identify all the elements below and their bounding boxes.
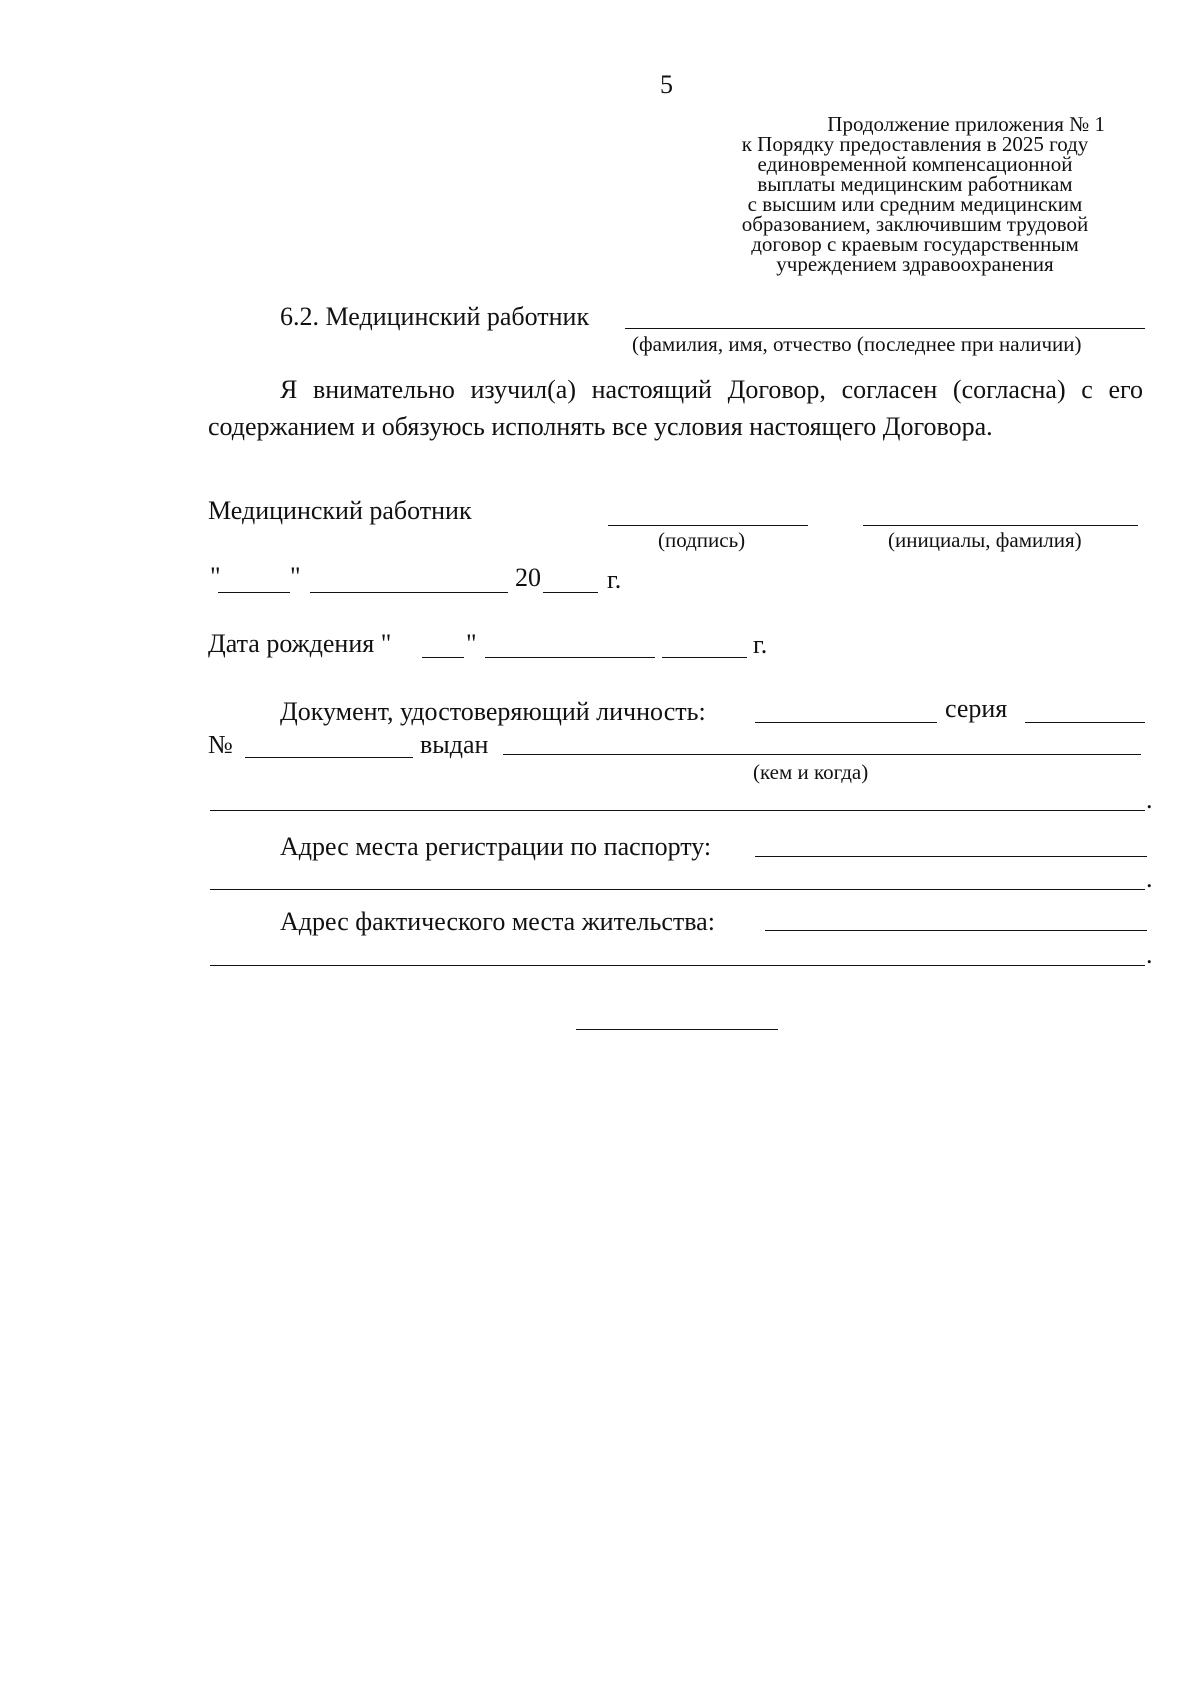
- agreement-paragraph: [208, 371, 1143, 445]
- birth-date-suffix: г.: [753, 630, 768, 659]
- issued-caption: (кем и когда): [753, 760, 869, 784]
- birth-day-field[interactable]: [422, 657, 464, 658]
- date-year-suffix: г.: [607, 565, 622, 594]
- line-end-mark: .: [1146, 940, 1153, 969]
- actual-address-field[interactable]: [765, 930, 1147, 931]
- number-label: №: [208, 730, 233, 759]
- header-line: с высшим или средним медицинским: [747, 192, 1083, 216]
- birth-month-field[interactable]: [485, 657, 655, 658]
- line-end-mark: .: [1146, 785, 1153, 814]
- actual-address-label: Адрес фактического места жительства:: [280, 907, 715, 936]
- header-line: образованием, заключившим трудовой: [741, 212, 1089, 236]
- header-line: выплаты медицинским работникам: [757, 172, 1073, 196]
- date-year-prefix: 20: [515, 563, 541, 592]
- series-label: серия: [945, 694, 1008, 723]
- actual-address-continuation[interactable]: [210, 965, 1145, 966]
- initials-caption: (инициалы, фамилия): [888, 528, 1082, 552]
- series-field[interactable]: [1025, 722, 1145, 723]
- date-quote-close: ": [290, 562, 301, 591]
- issued-by-field[interactable]: [503, 754, 1141, 755]
- agreement-text: Я внимательно изучил(а) настоящий Договор, согласен (согласна) с его содержанием и обязуюсь исполнять все условия настоящего Договора.: [208, 375, 1143, 441]
- closing-separator: [576, 1029, 778, 1030]
- appendix-header: [700, 114, 1130, 274]
- header-line: договор с краевым государственным: [751, 232, 1079, 256]
- birth-year-field[interactable]: [662, 657, 747, 658]
- date-day-field[interactable]: [218, 592, 290, 593]
- header-line: Продолжение приложения № 1: [827, 112, 1105, 136]
- registration-address-field[interactable]: [755, 856, 1147, 857]
- birth-quote-close: ": [466, 629, 477, 658]
- date-year-field[interactable]: [543, 592, 598, 593]
- registration-address-continuation[interactable]: [210, 889, 1145, 890]
- issued-label: выдан: [420, 730, 489, 759]
- date-quote-open: ": [210, 562, 221, 591]
- full-name-field[interactable]: [625, 328, 1145, 329]
- document-number-field[interactable]: [245, 757, 413, 758]
- signature-field[interactable]: [608, 525, 808, 526]
- identity-document-label: Документ, удостоверяющий личность:: [280, 697, 706, 726]
- signature-caption: (подпись): [658, 528, 746, 552]
- header-line: к Порядку предоставления в 2025 году: [741, 132, 1089, 156]
- document-type-field[interactable]: [755, 722, 937, 723]
- birth-date-label: Дата рождения ": [208, 629, 392, 658]
- initials-field[interactable]: [863, 525, 1138, 526]
- date-month-field[interactable]: [310, 592, 508, 593]
- line-end-mark: .: [1146, 864, 1153, 893]
- page-number: 5: [660, 70, 673, 99]
- header-line: учреждением здравоохранения: [776, 252, 1054, 276]
- header-line: единовременной компенсационной: [757, 152, 1073, 176]
- full-name-caption: (фамилия, имя, отчество (последнее при наличии): [632, 332, 1082, 356]
- signature-label: Медицинский работник: [208, 496, 472, 525]
- section-label: 6.2. Медицинский работник: [280, 302, 590, 331]
- issued-continuation-field[interactable]: [210, 810, 1145, 811]
- registration-address-label: Адрес места регистрации по паспорту:: [280, 832, 712, 861]
